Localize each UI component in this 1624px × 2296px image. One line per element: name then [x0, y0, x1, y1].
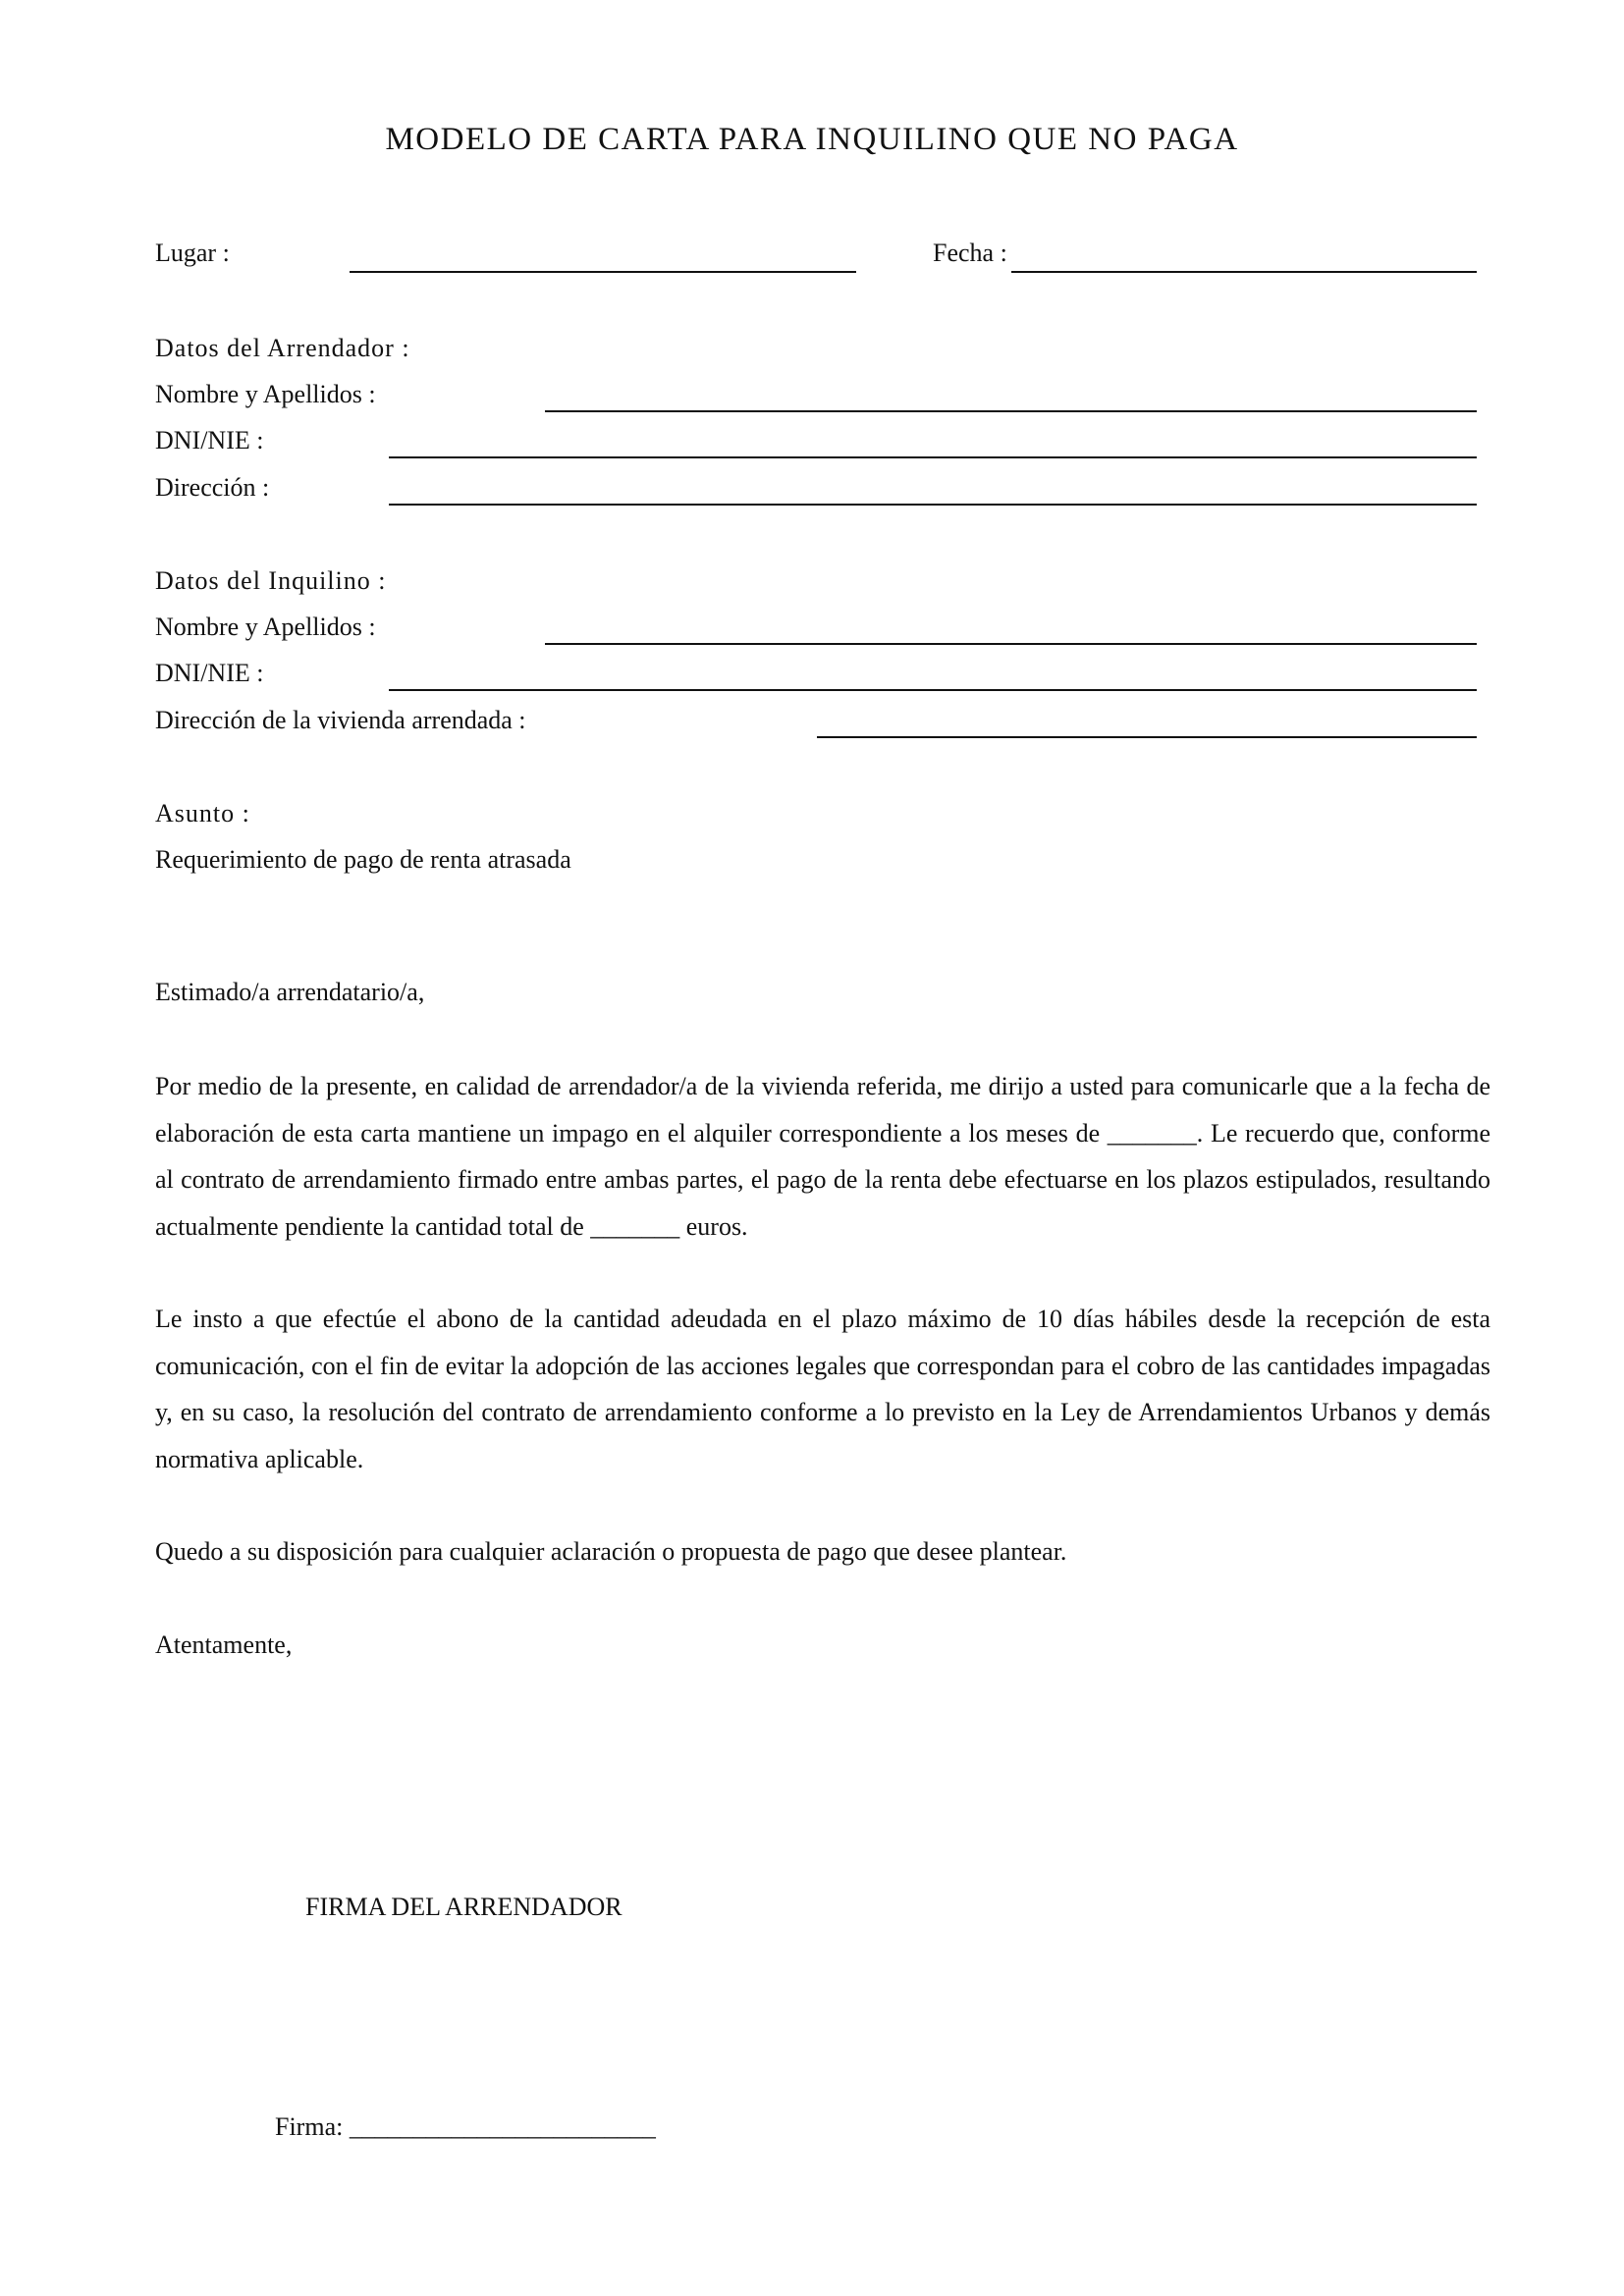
inquilino-direccion-field[interactable] — [817, 736, 1477, 738]
arrendador-direccion-field[interactable] — [389, 504, 1477, 506]
asunto-text: Requerimiento de pago de renta atrasada — [155, 845, 571, 874]
inquilino-dni-label: DNI/NIE : — [155, 659, 264, 687]
closing: Atentamente, — [155, 1630, 293, 1659]
arrendador-nombre-label: Nombre y Apellidos : — [155, 380, 376, 408]
paragraph-1 — [155, 1063, 1490, 1250]
arrendador-direccion-label: Dirección : — [155, 473, 270, 502]
paragraph-2 — [155, 1296, 1490, 1482]
arrendador-nombre-field[interactable] — [545, 410, 1477, 412]
paragraph-1-text: Por medio de la presente, en calidad de arrendador/a de la vivienda referida, me dirijo a usted para comunicarle que a la fecha de elaboración de esta carta mantiene un impago en el alquiler correspondiente a los meses de _______. Le recuerdo que, conforme al contrato de arrendamiento firmado entre ambas partes, el pago de la renta debe efectuarse en los plazos estipulados, resultando actualmente pendiente la cantidad total de _______ euros. — [155, 1072, 1490, 1241]
lugar-label: Lugar : — [155, 239, 230, 267]
inquilino-dni-field[interactable] — [389, 689, 1477, 691]
paragraph-2-text: Le insto a que efectúe el abono de la cantidad adeudada en el plazo máximo de 10 días hábiles desde la recepción de esta comunicación, con el fin de evitar la adopción de las acciones legales que correspondan para el cobro de las cantidades impagadas y, en su caso, la resolución del contrato de arrendamiento conforme a lo previsto en la Ley de Arrendamientos Urbanos y demás normativa aplicable. — [155, 1305, 1490, 1473]
fecha-label: Fecha : — [933, 239, 1007, 267]
arrendador-heading: Datos del Arrendador : — [155, 334, 410, 362]
lugar-field[interactable] — [350, 271, 856, 273]
inquilino-nombre-field[interactable] — [545, 643, 1477, 645]
arrendador-dni-label: DNI/NIE : — [155, 426, 264, 454]
signature-heading: FIRMA DEL ARRENDADOR — [305, 1893, 623, 1921]
inquilino-direccion-label: Dirección de la vivienda arrendada : — [155, 706, 526, 734]
document-title: MODELO DE CARTA PARA INQUILINO QUE NO PAGA — [385, 122, 1239, 157]
paragraph-3: Quedo a su disposición para cualquier aclaración o propuesta de pago que desee plantear. — [155, 1537, 1067, 1566]
greeting: Estimado/a arrendatario/a, — [155, 978, 425, 1006]
fecha-field[interactable] — [1011, 271, 1477, 273]
firma-line[interactable]: Firma: ________________________ — [275, 2112, 656, 2141]
inquilino-nombre-label: Nombre y Apellidos : — [155, 613, 376, 641]
inquilino-heading: Datos del Inquilino : — [155, 566, 387, 595]
asunto-label: Asunto : — [155, 799, 250, 828]
arrendador-dni-field[interactable] — [389, 456, 1477, 458]
